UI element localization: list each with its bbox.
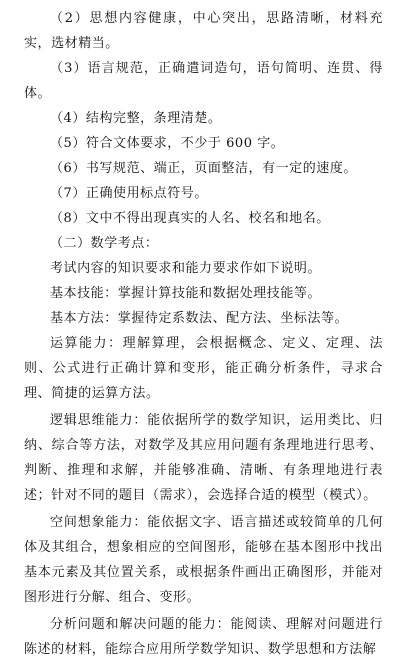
basic-skills-paragraph: 基本技能：掌握计算技能和数据处理技能等。	[50, 286, 322, 301]
criterion-4: （4）结构完整，条理清楚。	[50, 111, 222, 126]
basic-methods-paragraph: 基本方法：掌握待定系数法、配方法、坐标法等。	[50, 311, 349, 326]
logical-thinking-paragraph: 逻辑思维能力：能依据所学的数学知识，运用类比、归纳、综合等方法，对数学及其应用问题有条理地进行思考、判断、推理和求解，并能够准确、清晰、有条理地进行表述；针对不同的题目（需求），会选择合适的模型（模式）。	[24, 413, 383, 503]
criterion-6: （6）书写规范、端正，页面整洁，有一定的速度。	[50, 161, 357, 176]
intro-paragraph: 考试内容的知识要求和能力要求作如下说明。	[50, 261, 322, 276]
criterion-8: （8）文中不得出现真实的人名、校名和地名。	[50, 211, 330, 226]
problem-solving-paragraph: 分析问题和解决问题的能力：能阅读、理解对问题进行陈述的材料，能综合应用所学数学知识、数学思想和方法解	[24, 617, 383, 657]
criterion-7: （7）正确使用标点符号。	[50, 186, 208, 201]
spatial-imagination-paragraph: 空间想象能力：能依据文字、语言描述或较简单的几何体及其组合，想象相应的空间图形，能够在基本图形中找出基本元素及其位置关系，或根据条件画出正确图形，并能对图形进行分解、组合、变形。	[24, 515, 383, 605]
criterion-3: （3）语言规范，正确遣词造句，语句简明、连贯、得体。	[24, 61, 383, 101]
criterion-5: （5）符合文体要求，不少于 600 字。	[50, 136, 285, 151]
computation-ability-paragraph: 运算能力：理解算理，会根据概念、定义、定理、法则、公式进行正确计算和变形，能正确分析条件，寻求合理、简捷的运算方法。	[24, 336, 383, 401]
criterion-2: （2）思想内容健康，中心突出，思路清晰，材料充实，选材精当。	[24, 11, 383, 51]
section-heading-math: （二）数学考点：	[50, 236, 159, 251]
